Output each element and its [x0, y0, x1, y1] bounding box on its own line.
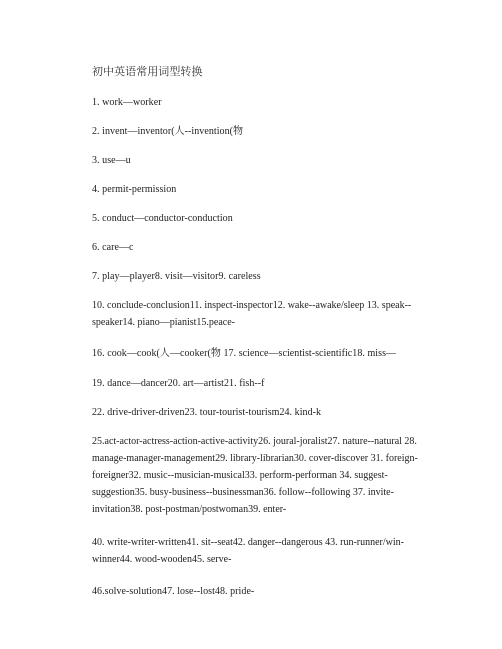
document-line: 5. conduct—conductor-conduction — [92, 213, 233, 224]
document-paragraph — [74, 297, 442, 331]
document-line: 46.solve-solution47. lose--lost48. pride- — [92, 586, 255, 597]
document-paragraph — [74, 433, 442, 518]
document-line: 16. cook—cook(人—cooker(物 17. science—scientist-scientific18. miss— — [92, 348, 397, 359]
paragraph-text: 10. conclude-conclusion11. inspect-inspector12. wake--awake/sleep 13. speak--speaker14. piano—pianist15.peace- — [92, 300, 412, 328]
document-line: 1. work—worker — [92, 97, 162, 108]
document-line: 6. care—c — [92, 242, 134, 253]
paragraph-text: 25.act-actor-actress-action-active-activity26. joural-joralist27. nature--natural 28. manage-manager-management29. library-librarian30. cover-discover 31. foreign-foreigner32. music--musician-musical33. perform-performan 34. suggest-suggestion35. busy-business--businessman36. follow--following 37. invite-invitation38. post-postman/postwoman39. enter- — [92, 436, 418, 515]
document-paragraph — [74, 534, 442, 568]
document-line: 19. dance—dancer20. art—artist21. fish--f — [92, 378, 265, 389]
document-line: 2. invent—inventor(人--invention(物 — [92, 126, 244, 137]
document-title: 初中英语常用词型转换 — [92, 66, 203, 78]
document-line: 3. use—u — [92, 155, 131, 166]
document-line: 4. permit-permission — [92, 184, 177, 195]
document-line: 22. drive-driver-driven23. tour-tourist-tourism24. kind-k — [92, 407, 322, 418]
document-line: 7. play—player8. visit—visitor9. careless — [92, 271, 261, 282]
paragraph-text: 40. write-writer-written41. sit--seat42. danger--dangerous 43. run-runner/win-winner44. wood-wooden45. serve- — [92, 537, 404, 565]
